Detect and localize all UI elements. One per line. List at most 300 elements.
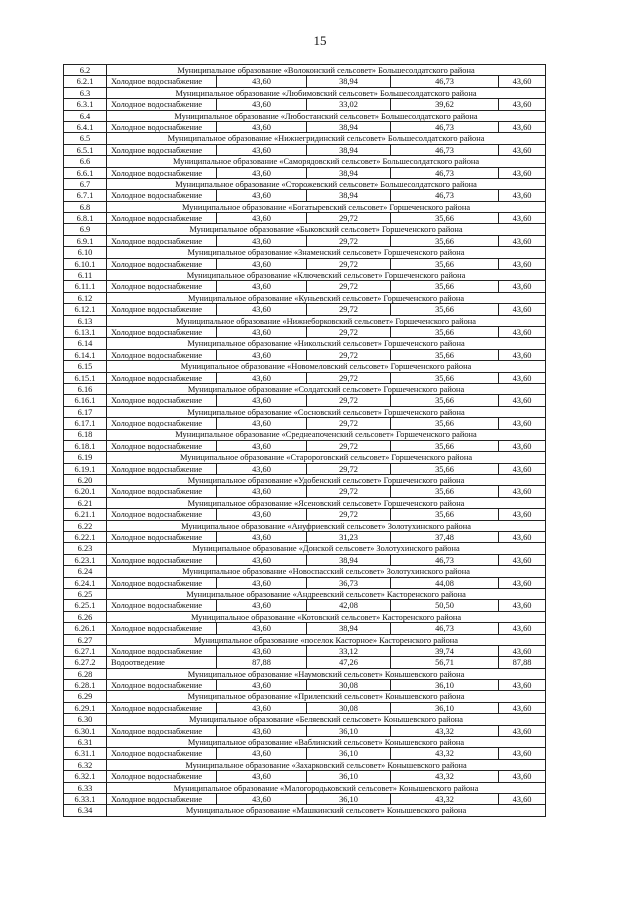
section-row	[64, 270, 546, 281]
municipality-title: Муниципальное образование «Нижнегридинский сельсовет» Большесолдатского района	[107, 133, 546, 144]
service-name: Холодное водоснабжение	[107, 76, 217, 87]
row-number: 6.17.1	[64, 418, 107, 429]
tariff-value-4: 43,60	[499, 99, 546, 110]
tariff-value-1: 43,60	[217, 326, 307, 337]
tariff-value-3: 43,32	[391, 771, 499, 782]
municipality-title: Муниципальное образование «Быковский сельсовет» Горшеченского района	[107, 224, 546, 235]
service-name: Холодное водоснабжение	[107, 235, 217, 246]
service-name: Холодное водоснабжение	[107, 702, 217, 713]
tariff-value-4: 43,60	[499, 121, 546, 132]
service-name: Холодное водоснабжение	[107, 213, 217, 224]
table-row	[64, 326, 546, 337]
municipality-title: Муниципальное образование «поселок Касторное» Касторенского района	[107, 634, 546, 645]
municipality-title: Муниципальное образование «Новомеловский сельсовет» Горшеченского района	[107, 361, 546, 372]
table-row	[64, 190, 546, 201]
tariff-value-1: 43,60	[217, 577, 307, 588]
municipality-title: Муниципальное образование «Захарковский сельсовет» Конышевского района	[107, 759, 546, 770]
tariff-value-3: 46,73	[391, 623, 499, 634]
section-row	[64, 406, 546, 417]
tariff-value-4: 43,60	[499, 235, 546, 246]
service-name: Холодное водоснабжение	[107, 418, 217, 429]
section-row	[64, 178, 546, 189]
municipality-title: Муниципальное образование «Саморядовский сельсовет» Большесолдатского района	[107, 156, 546, 167]
row-number: 6.6.1	[64, 167, 107, 178]
tariff-value-1: 43,60	[217, 532, 307, 543]
tariff-value-3: 46,73	[391, 554, 499, 565]
tariff-value-3: 35,66	[391, 235, 499, 246]
service-name: Холодное водоснабжение	[107, 144, 217, 155]
tariff-value-4: 43,60	[499, 645, 546, 656]
row-number: 6.6	[64, 156, 107, 167]
tariff-value-4: 43,60	[499, 532, 546, 543]
table-row	[64, 304, 546, 315]
service-name: Холодное водоснабжение	[107, 121, 217, 132]
table-row	[64, 600, 546, 611]
municipality-title: Муниципальное образование «Среднеапоченский сельсовет» Горшеченского района	[107, 429, 546, 440]
municipality-title: Муниципальное образование «Любостанский сельсовет» Большесолдатского района	[107, 110, 546, 121]
row-number: 6.20.1	[64, 486, 107, 497]
table-row	[64, 509, 546, 520]
tariff-value-1: 43,60	[217, 144, 307, 155]
row-number: 6.12	[64, 292, 107, 303]
section-row	[64, 520, 546, 531]
row-number: 6.23	[64, 543, 107, 554]
tariff-value-3: 39,74	[391, 645, 499, 656]
section-row	[64, 65, 546, 76]
section-row	[64, 566, 546, 577]
table-row	[64, 657, 546, 668]
tariff-value-4: 43,60	[499, 76, 546, 87]
municipality-title: Муниципальное образование «Наумовский сельсовет» Конышевского района	[107, 668, 546, 679]
row-number: 6.9.1	[64, 235, 107, 246]
tariff-value-4: 43,60	[499, 167, 546, 178]
tariff-value-4: 43,60	[499, 748, 546, 759]
section-row	[64, 805, 546, 816]
tariff-value-3: 46,73	[391, 190, 499, 201]
row-number: 6.27	[64, 634, 107, 645]
table-row	[64, 680, 546, 691]
tariff-value-4: 43,60	[499, 623, 546, 634]
tariff-value-1: 43,60	[217, 463, 307, 474]
row-number: 6.16	[64, 383, 107, 394]
municipality-title: Муниципальное образование «Никольский сельсовет» Горшеченского района	[107, 338, 546, 349]
municipality-title: Муниципальное образование «Старороговский сельсовет» Горшеченского района	[107, 452, 546, 463]
tariff-value-3: 36,10	[391, 680, 499, 691]
municipality-title: Муниципальное образование «Сторожевский сельсовет» Большесолдатского района	[107, 178, 546, 189]
row-number: 6.28	[64, 668, 107, 679]
tariff-value-2: 36,10	[307, 725, 391, 736]
tariff-value-2: 29,72	[307, 326, 391, 337]
section-row	[64, 759, 546, 770]
service-name: Холодное водоснабжение	[107, 794, 217, 805]
municipality-title: Муниципальное образование «Любимовский сельсовет» Большесолдатского района	[107, 87, 546, 98]
tariff-value-3: 35,66	[391, 509, 499, 520]
tariff-value-4: 87,88	[499, 657, 546, 668]
tariff-value-3: 35,66	[391, 304, 499, 315]
row-number: 6.5.1	[64, 144, 107, 155]
service-name: Холодное водоснабжение	[107, 349, 217, 360]
municipality-title: Муниципальное образование «Богатыревский сельсовет» Горшеченского района	[107, 201, 546, 212]
tariff-value-2: 36,10	[307, 794, 391, 805]
municipality-title: Муниципальное образование «Ключевский сельсовет» Горшеченского района	[107, 270, 546, 281]
row-number: 6.30	[64, 714, 107, 725]
row-number: 6.24	[64, 566, 107, 577]
tariff-value-3: 35,66	[391, 349, 499, 360]
row-number: 6.34	[64, 805, 107, 816]
table-row	[64, 418, 546, 429]
tariff-value-2: 36,10	[307, 771, 391, 782]
tariff-value-3: 35,66	[391, 395, 499, 406]
tariff-value-1: 43,60	[217, 281, 307, 292]
row-number: 6.15	[64, 361, 107, 372]
table-row	[64, 771, 546, 782]
municipality-title: Муниципальное образование «Сосновский сельсовет» Горшеченского района	[107, 406, 546, 417]
table-row	[64, 76, 546, 87]
table-row	[64, 258, 546, 269]
tariff-value-2: 29,72	[307, 486, 391, 497]
tariff-value-1: 43,60	[217, 190, 307, 201]
row-number: 6.28.1	[64, 680, 107, 691]
tariff-value-1: 43,60	[217, 554, 307, 565]
section-row	[64, 247, 546, 258]
tariff-value-3: 46,73	[391, 121, 499, 132]
row-number: 6.27.2	[64, 657, 107, 668]
municipality-title: Муниципальное образование «Беляевский сельсовет» Конышевского района	[107, 714, 546, 725]
row-number: 6.29	[64, 691, 107, 702]
section-row	[64, 224, 546, 235]
tariff-value-4: 43,60	[499, 509, 546, 520]
tariff-value-3: 35,66	[391, 418, 499, 429]
row-number: 6.30.1	[64, 725, 107, 736]
municipality-title: Муниципальное образование «Солдатский сельсовет» Горшеченского района	[107, 383, 546, 394]
tariff-value-1: 43,60	[217, 121, 307, 132]
municipality-title: Муниципальное образование «Прилепский сельсовет» Конышевского района	[107, 691, 546, 702]
tariff-value-2: 38,94	[307, 121, 391, 132]
tariff-table-body	[64, 65, 546, 817]
section-row	[64, 475, 546, 486]
row-number: 6.26.1	[64, 623, 107, 634]
municipality-title: Муниципальное образование «Ваблинский сельсовет» Конышевского района	[107, 737, 546, 748]
row-number: 6.26	[64, 611, 107, 622]
row-number: 6.11	[64, 270, 107, 281]
row-number: 6.33.1	[64, 794, 107, 805]
tariff-value-1: 43,60	[217, 748, 307, 759]
row-number: 6.4.1	[64, 121, 107, 132]
row-number: 6.22.1	[64, 532, 107, 543]
row-number: 6.25.1	[64, 600, 107, 611]
section-row	[64, 668, 546, 679]
service-name: Холодное водоснабжение	[107, 680, 217, 691]
row-number: 6.8	[64, 201, 107, 212]
row-number: 6.32.1	[64, 771, 107, 782]
row-number: 6.18	[64, 429, 107, 440]
tariff-value-1: 43,60	[217, 372, 307, 383]
table-row	[64, 623, 546, 634]
tariff-value-3: 35,66	[391, 258, 499, 269]
tariff-value-3: 39,62	[391, 99, 499, 110]
tariff-value-2: 36,73	[307, 577, 391, 588]
tariff-value-1: 43,60	[217, 349, 307, 360]
row-number: 6.7	[64, 178, 107, 189]
tariff-value-3: 35,66	[391, 486, 499, 497]
row-number: 6.15.1	[64, 372, 107, 383]
tariff-value-3: 46,73	[391, 167, 499, 178]
tariff-value-3: 43,32	[391, 748, 499, 759]
tariff-value-2: 29,72	[307, 372, 391, 383]
service-name: Холодное водоснабжение	[107, 281, 217, 292]
table-row	[64, 645, 546, 656]
row-number: 6.4	[64, 110, 107, 121]
table-row	[64, 167, 546, 178]
tariff-value-2: 38,94	[307, 167, 391, 178]
row-number: 6.19.1	[64, 463, 107, 474]
service-name: Холодное водоснабжение	[107, 725, 217, 736]
section-row	[64, 201, 546, 212]
service-name: Холодное водоснабжение	[107, 326, 217, 337]
tariff-value-2: 30,08	[307, 702, 391, 713]
row-number: 6.21.1	[64, 509, 107, 520]
tariff-value-3: 46,73	[391, 76, 499, 87]
service-name: Водоотведение	[107, 657, 217, 668]
row-number: 6.11.1	[64, 281, 107, 292]
municipality-title: Муниципальное образование «Волоконский сельсовет» Большесолдатского района	[107, 65, 546, 76]
tariff-value-2: 38,94	[307, 76, 391, 87]
service-name: Холодное водоснабжение	[107, 532, 217, 543]
tariff-value-4: 43,60	[499, 702, 546, 713]
section-row	[64, 691, 546, 702]
section-row	[64, 737, 546, 748]
row-number: 6.16.1	[64, 395, 107, 406]
service-name: Холодное водоснабжение	[107, 645, 217, 656]
section-row	[64, 452, 546, 463]
tariff-value-4: 43,60	[499, 725, 546, 736]
table-row	[64, 577, 546, 588]
table-row	[64, 463, 546, 474]
service-name: Холодное водоснабжение	[107, 258, 217, 269]
service-name: Холодное водоснабжение	[107, 771, 217, 782]
row-number: 6.22	[64, 520, 107, 531]
tariff-value-3: 43,32	[391, 794, 499, 805]
table-row	[64, 554, 546, 565]
row-number: 6.13	[64, 315, 107, 326]
table-row	[64, 349, 546, 360]
tariff-value-2: 30,08	[307, 680, 391, 691]
municipality-title: Муниципальное образование «Котовский сельсовет» Касторенского района	[107, 611, 546, 622]
table-row	[64, 144, 546, 155]
row-number: 6.10.1	[64, 258, 107, 269]
section-row	[64, 497, 546, 508]
row-number: 6.3.1	[64, 99, 107, 110]
tariff-value-3: 44,08	[391, 577, 499, 588]
tariff-value-4: 43,60	[499, 326, 546, 337]
section-row	[64, 315, 546, 326]
section-row	[64, 383, 546, 394]
tariff-value-3: 35,66	[391, 440, 499, 451]
section-row	[64, 338, 546, 349]
tariff-value-2: 42,08	[307, 600, 391, 611]
tariff-value-4: 43,60	[499, 554, 546, 565]
section-row	[64, 156, 546, 167]
table-row	[64, 532, 546, 543]
service-name: Холодное водоснабжение	[107, 99, 217, 110]
row-number: 6.13.1	[64, 326, 107, 337]
municipality-title: Муниципальное образование «Новоспасский сельсовет» Золотухинского района	[107, 566, 546, 577]
tariff-value-1: 43,60	[217, 702, 307, 713]
tariff-value-3: 50,50	[391, 600, 499, 611]
row-number: 6.19	[64, 452, 107, 463]
service-name: Холодное водоснабжение	[107, 486, 217, 497]
tariff-value-2: 29,72	[307, 463, 391, 474]
tariff-value-2: 33,12	[307, 645, 391, 656]
row-number: 6.31	[64, 737, 107, 748]
row-number: 6.23.1	[64, 554, 107, 565]
service-name: Холодное водоснабжение	[107, 304, 217, 315]
tariff-value-2: 29,72	[307, 213, 391, 224]
row-number: 6.27.1	[64, 645, 107, 656]
row-number: 6.29.1	[64, 702, 107, 713]
tariff-table	[63, 64, 546, 817]
row-number: 6.5	[64, 133, 107, 144]
tariff-value-2: 29,72	[307, 509, 391, 520]
section-row	[64, 543, 546, 554]
municipality-title: Муниципальное образование «Донской сельсовет» Золотухинского района	[107, 543, 546, 554]
tariff-value-1: 43,60	[217, 258, 307, 269]
section-row	[64, 429, 546, 440]
service-name: Холодное водоснабжение	[107, 554, 217, 565]
tariff-value-1: 43,60	[217, 99, 307, 110]
tariff-value-1: 43,60	[217, 645, 307, 656]
tariff-value-4: 43,60	[499, 463, 546, 474]
tariff-value-2: 29,72	[307, 440, 391, 451]
tariff-value-2: 29,72	[307, 349, 391, 360]
service-name: Холодное водоснабжение	[107, 748, 217, 759]
tariff-value-4: 43,60	[499, 395, 546, 406]
section-row	[64, 87, 546, 98]
row-number: 6.9	[64, 224, 107, 235]
table-row	[64, 725, 546, 736]
tariff-value-4: 43,60	[499, 771, 546, 782]
service-name: Холодное водоснабжение	[107, 509, 217, 520]
table-row	[64, 121, 546, 132]
table-row	[64, 486, 546, 497]
table-row	[64, 440, 546, 451]
tariff-value-2: 33,02	[307, 99, 391, 110]
tariff-value-3: 35,66	[391, 463, 499, 474]
tariff-value-1: 43,60	[217, 418, 307, 429]
row-number: 6.3	[64, 87, 107, 98]
row-number: 6.25	[64, 588, 107, 599]
table-row	[64, 281, 546, 292]
section-row	[64, 611, 546, 622]
table-row	[64, 99, 546, 110]
table-row	[64, 372, 546, 383]
service-name: Холодное водоснабжение	[107, 463, 217, 474]
tariff-value-4: 43,60	[499, 577, 546, 588]
row-number: 6.24.1	[64, 577, 107, 588]
row-number: 6.18.1	[64, 440, 107, 451]
tariff-value-4: 43,60	[499, 281, 546, 292]
tariff-value-1: 43,60	[217, 725, 307, 736]
row-number: 6.2	[64, 65, 107, 76]
row-number: 6.10	[64, 247, 107, 258]
page-number: 15	[313, 33, 327, 48]
row-number: 6.7.1	[64, 190, 107, 201]
tariff-value-1: 43,60	[217, 213, 307, 224]
tariff-value-4: 43,60	[499, 418, 546, 429]
tariff-value-1: 87,88	[217, 657, 307, 668]
tariff-value-1: 43,60	[217, 623, 307, 634]
municipality-title: Муниципальное образование «Ясеновский сельсовет» Горшеченского района	[107, 497, 546, 508]
tariff-value-2: 29,72	[307, 281, 391, 292]
table-row	[64, 702, 546, 713]
tariff-value-1: 43,60	[217, 794, 307, 805]
section-row	[64, 782, 546, 793]
tariff-value-4: 43,60	[499, 304, 546, 315]
row-number: 6.14	[64, 338, 107, 349]
tariff-value-2: 29,72	[307, 258, 391, 269]
tariff-value-2: 38,94	[307, 190, 391, 201]
tariff-value-1: 43,60	[217, 395, 307, 406]
municipality-title: Муниципальное образование «Андреевский сельсовет» Касторенского района	[107, 588, 546, 599]
table-row	[64, 395, 546, 406]
municipality-title: Муниципальное образование «Удобенский сельсовет» Горшеченского района	[107, 475, 546, 486]
tariff-value-3: 35,66	[391, 281, 499, 292]
section-row	[64, 292, 546, 303]
tariff-value-3: 43,32	[391, 725, 499, 736]
tariff-value-1: 43,60	[217, 167, 307, 178]
municipality-title: Муниципальное образование «Куньевский сельсовет» Горшеченского района	[107, 292, 546, 303]
tariff-value-1: 43,60	[217, 440, 307, 451]
tariff-value-4: 43,60	[499, 144, 546, 155]
tariff-value-4: 43,60	[499, 258, 546, 269]
tariff-value-2: 29,72	[307, 235, 391, 246]
service-name: Холодное водоснабжение	[107, 395, 217, 406]
service-name: Холодное водоснабжение	[107, 190, 217, 201]
service-name: Холодное водоснабжение	[107, 623, 217, 634]
municipality-title: Муниципальное образование «Знаменский сельсовет» Горшеченского района	[107, 247, 546, 258]
tariff-value-2: 29,72	[307, 304, 391, 315]
tariff-value-4: 43,60	[499, 213, 546, 224]
row-number: 6.32	[64, 759, 107, 770]
tariff-value-4: 43,60	[499, 440, 546, 451]
tariff-value-3: 35,66	[391, 326, 499, 337]
row-number: 6.14.1	[64, 349, 107, 360]
section-row	[64, 634, 546, 645]
table-row	[64, 748, 546, 759]
tariff-value-1: 43,60	[217, 680, 307, 691]
tariff-value-2: 38,94	[307, 623, 391, 634]
tariff-value-1: 43,60	[217, 771, 307, 782]
tariff-value-4: 43,60	[499, 600, 546, 611]
tariff-value-2: 31,23	[307, 532, 391, 543]
tariff-value-3: 36,10	[391, 702, 499, 713]
table-row	[64, 794, 546, 805]
row-number: 6.21	[64, 497, 107, 508]
tariff-value-2: 38,94	[307, 144, 391, 155]
tariff-value-4: 43,60	[499, 794, 546, 805]
tariff-value-3: 46,73	[391, 144, 499, 155]
row-number: 6.8.1	[64, 213, 107, 224]
table-row	[64, 235, 546, 246]
tariff-value-4: 43,60	[499, 349, 546, 360]
tariff-value-4: 43,60	[499, 372, 546, 383]
row-number: 6.17	[64, 406, 107, 417]
section-row	[64, 133, 546, 144]
tariff-value-3: 37,48	[391, 532, 499, 543]
row-number: 6.20	[64, 475, 107, 486]
row-number: 6.2.1	[64, 76, 107, 87]
tariff-value-4: 43,60	[499, 190, 546, 201]
